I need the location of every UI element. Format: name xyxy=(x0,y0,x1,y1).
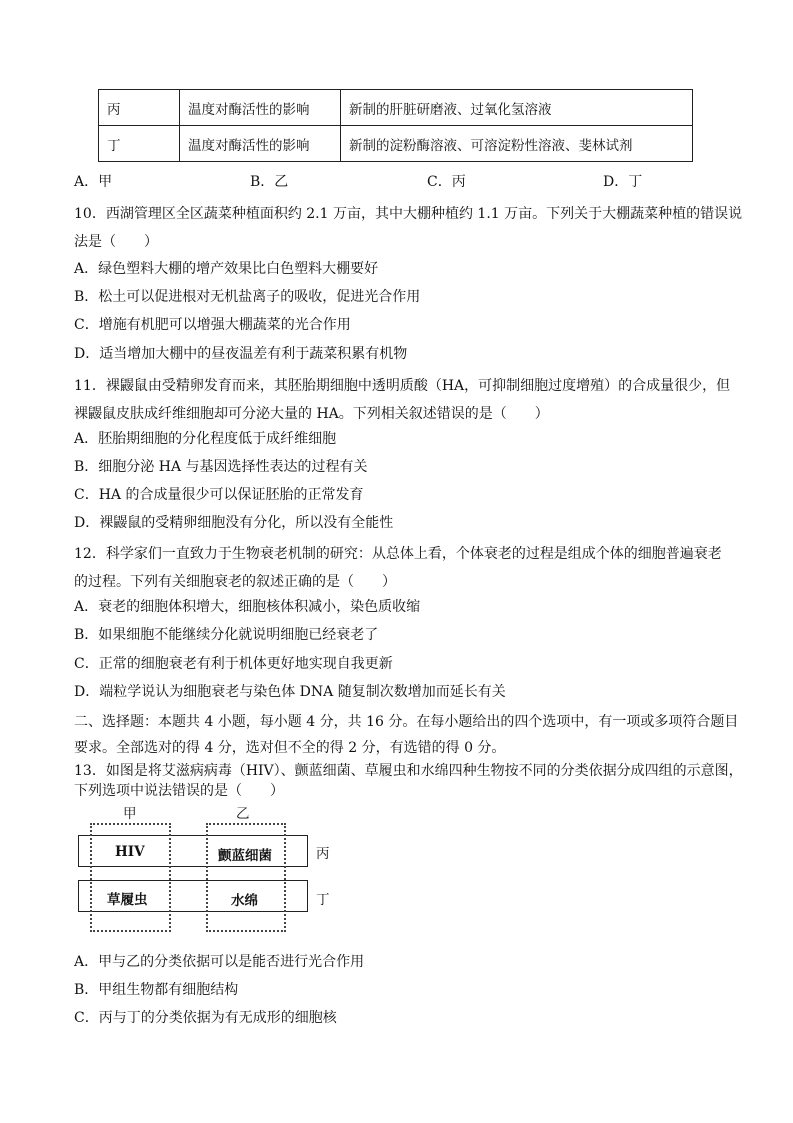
q13-stem-cont: 下列选项中说法错误的是（ ） xyxy=(74,783,284,799)
section2-heading: 二、选择题：本题共 4 小题，每小题 4 分，共 16 分。在每小题给出的四个选项中，有一项或多项符合题目 xyxy=(74,714,739,730)
cell-paramecium: 草履虫 xyxy=(107,892,148,908)
q11-stem: 11．裸鼹鼠由受精卵发育而来，其胚胎期细胞中透明质酸（HA，可抑制细胞过度增殖）的合成量很少，但 xyxy=(74,378,731,394)
q10-option-a: A．绿色塑料大棚的增产效果比白色塑料大棚要好 xyxy=(74,261,379,277)
section2-heading-cont: 要求。全部选对的得 4 分，选对但不全的得 2 分，有选错的得 0 分。 xyxy=(74,740,506,756)
classification-diagram xyxy=(78,800,338,940)
q11-option-b: B．细胞分泌 HA 与基因选择性表达的过程有关 xyxy=(74,459,368,475)
q13-option-a: A．甲与乙的分类依据可以是能否进行光合作用 xyxy=(74,954,365,970)
column-box-yi xyxy=(206,823,286,932)
table-cell-topic: 温度对酶活性的影响 xyxy=(180,126,341,162)
q12-option-d: D．端粒学说认为细胞衰老与染色体 DNA 随复制次数增加而延长有关 xyxy=(74,684,506,700)
q13-stem: 13．如图是将艾滋病病毒（HIV）、颤蓝细菌、草履虫和水绵四种生物按不同的分类依据分成四组的示意图， xyxy=(74,763,743,779)
cell-hiv: HIV xyxy=(115,844,145,860)
q13-option-b: B．甲组生物都有细胞结构 xyxy=(74,982,239,998)
table-row xyxy=(99,126,693,162)
table-cell-topic: 温度对酶活性的影响 xyxy=(180,90,341,126)
q9-option-a: A．甲 xyxy=(74,174,113,190)
q12-option-b: B．如果细胞不能继续分化就说明细胞已经衰老了 xyxy=(74,627,379,643)
q9-option-d: D．丁 xyxy=(603,174,643,190)
q10-option-c: C．增施有机肥可以增强大棚蔬菜的光合作用 xyxy=(74,317,351,333)
table-row xyxy=(99,90,693,126)
q12-option-c: C．正常的细胞衰老有利于机体更好地实现自我更新 xyxy=(74,656,393,672)
q10-option-d: D．适当增加大棚中的昼夜温差有利于蔬菜积累有机物 xyxy=(74,346,408,362)
cell-cyanobacteria: 颤蓝细菌 xyxy=(218,848,272,864)
q12-stem: 12．科学家们一直致力于生物衰老机制的研究：从总体上看，个体衰老的过程是组成个体的细胞普遍衰老 xyxy=(74,546,722,562)
q10-option-b: B．松土可以促进根对无机盐离子的吸收，促进光合作用 xyxy=(74,289,421,305)
cell-spirogyra: 水绵 xyxy=(231,893,258,909)
q10-stem-cont: 法是（ ） xyxy=(74,234,158,250)
diagram-label-yi: 乙 xyxy=(236,806,250,822)
q11-stem-cont: 裸鼹鼠皮肤成纤维细胞却可分泌大量的 HA。下列相关叙述错误的是（ ） xyxy=(74,406,549,422)
table-cell-group: 丙 xyxy=(99,90,180,126)
q11-option-d: D．裸鼹鼠的受精卵细胞没有分化，所以没有全能性 xyxy=(74,515,394,531)
q9-option-c: C．丙 xyxy=(427,174,466,190)
column-box-jia xyxy=(90,823,171,932)
q11-option-a: A．胚胎期细胞的分化程度低于成纤维细胞 xyxy=(74,431,337,447)
diagram-label-ding: 丁 xyxy=(316,892,330,908)
diagram-label-jia: 甲 xyxy=(123,806,137,822)
table-cell-materials: 新制的淀粉酶溶液、可溶淀粉性溶液、斐林试剂 xyxy=(341,126,693,162)
q11-option-c: C．HA 的合成量很少可以保证胚胎的正常发育 xyxy=(74,487,364,503)
q12-option-a: A．衰老的细胞体积增大，细胞核体积减小，染色质收缩 xyxy=(74,599,421,615)
diagram-label-bing: 丙 xyxy=(316,846,330,862)
table-cell-group: 丁 xyxy=(99,126,180,162)
q13-option-c: C．丙与丁的分类依据为有无成形的细胞核 xyxy=(74,1010,337,1026)
q12-stem-cont: 的过程。下列有关细胞衰老的叙述正确的是（ ） xyxy=(74,574,396,590)
experiment-table xyxy=(98,89,693,162)
table-cell-materials: 新制的肝脏研磨液、过氧化氢溶液 xyxy=(341,90,693,126)
q10-stem: 10．西湖管理区全区蔬菜种植面积约 2.1 万亩，其中大棚种植约 1.1 万亩。下列关于大棚蔬菜种植的错误说 xyxy=(74,206,743,222)
q9-option-b: B．乙 xyxy=(250,174,289,190)
